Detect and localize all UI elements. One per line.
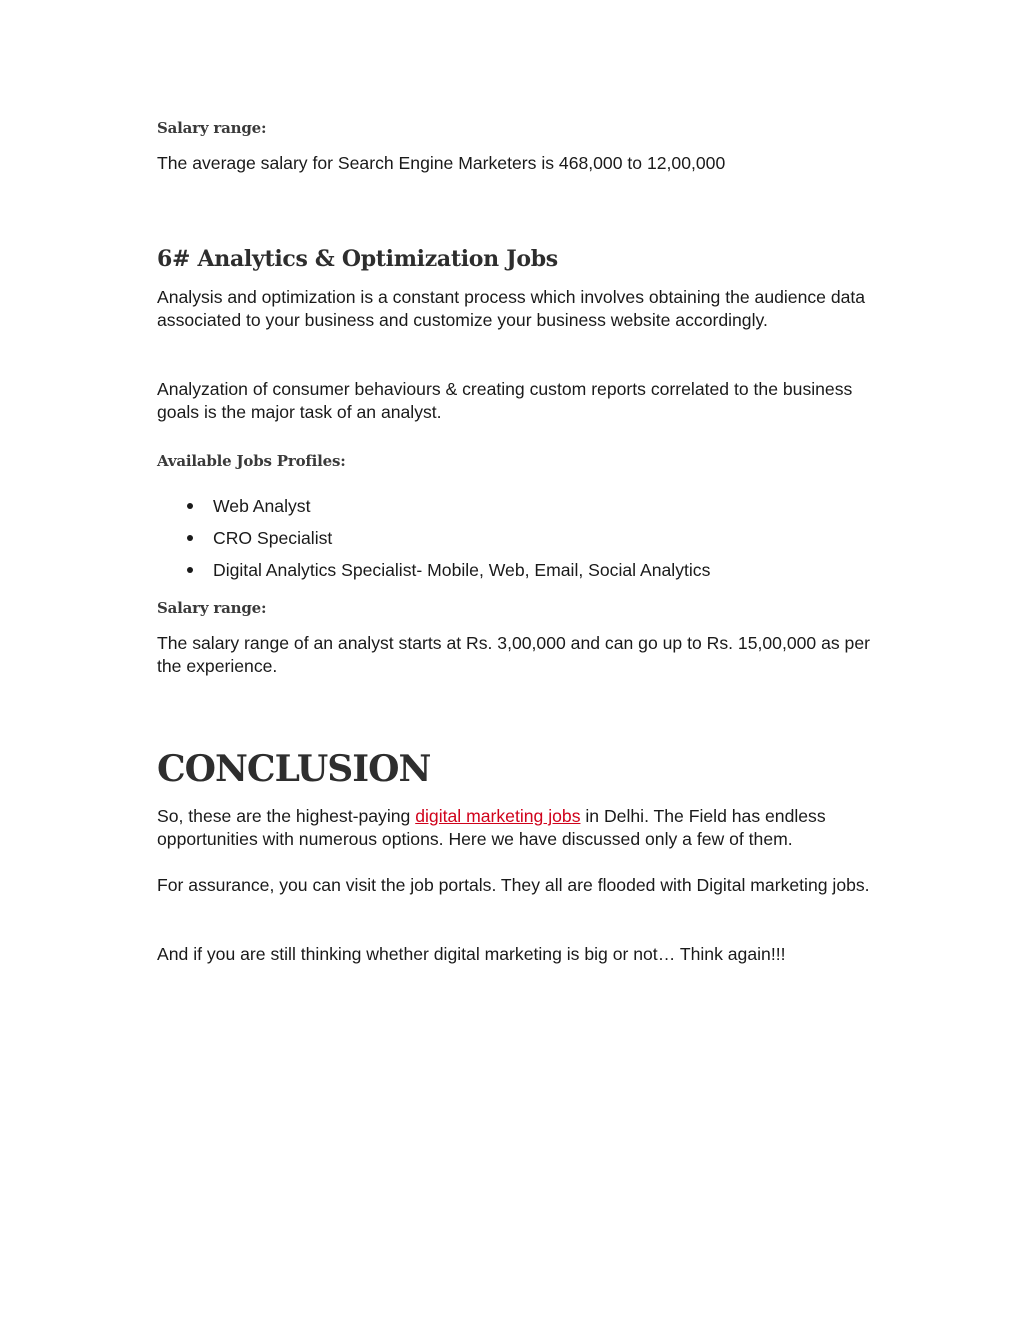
- section-6-paragraph-2: Analyzation of consumer behaviours & creating custom reports correlated to the business goals is the major task of an analyst.: [157, 379, 853, 422]
- conclusion-title: CONCLUSION: [157, 748, 431, 790]
- salary-range-heading-prev: Salary range:: [157, 119, 267, 137]
- salary-range-heading: Salary range:: [157, 599, 267, 617]
- bullet-icon: [187, 567, 193, 573]
- bullet-icon: [187, 535, 193, 541]
- list-item: Web Analyst: [157, 495, 710, 527]
- section-6-title: 6# Analytics & Optimization Jobs: [157, 246, 558, 272]
- salary-range-text-prev: The average salary for Search Engine Marketers is 468,000 to 12,00,000: [157, 153, 726, 173]
- conclusion-paragraph-3: And if you are still thinking whether digital marketing is big or not… Think again!!!: [157, 944, 786, 964]
- digital-marketing-jobs-link[interactable]: digital marketing jobs: [415, 806, 581, 826]
- available-jobs-profiles-heading: Available Jobs Profiles:: [157, 452, 346, 470]
- section-6-paragraph-1: Analysis and optimization is a constant process which involves obtaining the audience data associated to your business and customize your business website accordingly.: [157, 287, 866, 330]
- list-item: Digital Analytics Specialist- Mobile, Web, Email, Social Analytics: [157, 559, 710, 591]
- conclusion-paragraph-2: For assurance, you can visit the job portals. They all are flooded with Digital marketing jobs.: [157, 875, 870, 895]
- salary-range-text: The salary range of an analyst starts at Rs. 3,00,000 and can go up to Rs. 15,00,000 as per the experience.: [157, 633, 870, 676]
- list-item: CRO Specialist: [157, 527, 710, 559]
- jobs-profiles-list: [157, 495, 710, 591]
- conclusion-paragraph-1: So, these are the highest-paying digital marketing jobs in Delhi. The Field has endless opportunities with numerous options. Here we have discussed only a few of them.: [157, 806, 826, 849]
- bullet-icon: [187, 503, 193, 509]
